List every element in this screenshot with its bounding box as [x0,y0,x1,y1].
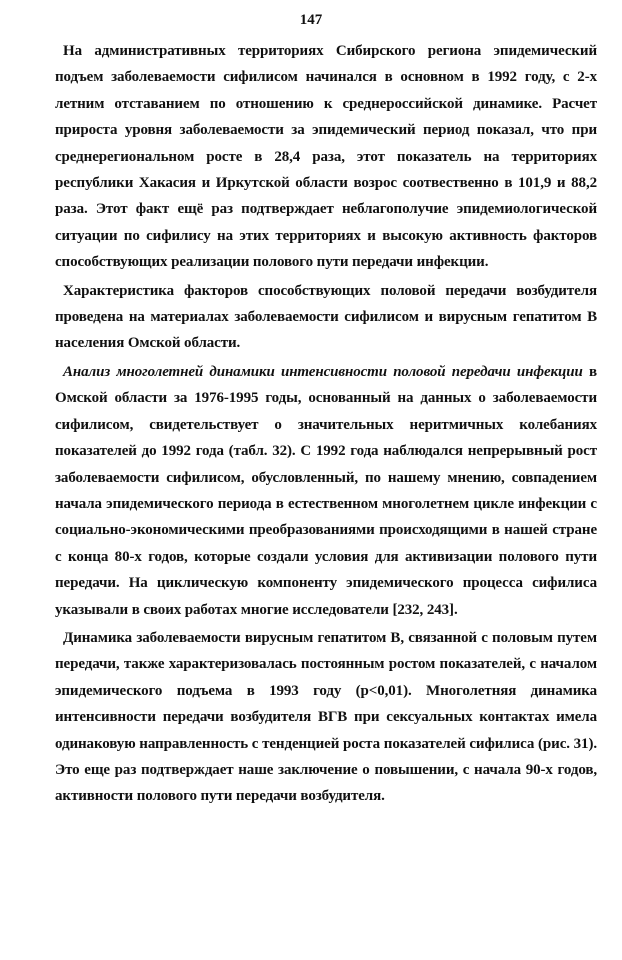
page-number: 147 [299,12,323,28]
paragraph-omsk-analysis [55,359,597,623]
paragraph-siberian-region: На административных территориях Сибирского региона эпидемический подъем заболеваемости сифилисом начинался в основном в 1992 году, с 2-х летним отставанием по отношению к среднероссийской динамике. Расчет прироста уровня заболеваемости за эпидемический период показал, что при среднерегиональном росте в 28,4 раза, этот показатель на территориях республики Хакасия и Иркутской области возрос соотвественно в 101,9 и 88,2 раза. Этот факт ещё раз подтверждает неблагополучие эпидемиологической ситуации по сифилису на этих территориях и высокую активность факторов способствующих реализации полового пути передачи инфекции. [55,43,597,271]
body-text [55,38,597,810]
paragraph-factors-characteristics: Характеристика факторов способствующих половой передачи возбудителя проведена на материалах заболеваемости сифилисом и вирусным гепатитом В населения Омской области. [55,282,597,352]
paragraph-hepatitis-dynamics: Динамика заболеваемости вирусным гепатитом В, связанной с половым путем передачи, также характеризовалась постоянным ростом показателей, с началом эпидемического подъема в 1993 году (р<0,01). Многолетняя динамика интенсивности передачи возбудителя ВГВ при сексуальных контактах имела одинаковую направленность с тенденцией роста показателей сифилиса (рис. 31). Это еще раз подтверждает наше заключение о повышении, с начала 90-х годов, активности полового пути передачи возбудителя. [55,629,597,805]
paragraph-omsk-analysis-text: в Омской области за 1976-1995 годы, основанный на данных о заболеваемости сифилисом, свидетельствует о значительных неритмичных колебаниях показателей до 1992 года (табл. 32). С 1992 года наблюдался непрерывный рост заболеваемости сифилисом, обусловленный, по нашему мнению, совпадением начала эпидемического периода в естественном многолетнем цикле инфекции с социально-экономическими преобразованиями происходящими в нашей стране с конца 80-х годов, которые создали условия для активизации полового пути передачи. На циклическую компоненту эпидемического процесса сифилиса указывали в своих работах многие исследователи [232, 243]. [55,363,597,618]
italic-analysis-phrase: Анализ многолетней динамики интенсивности половой передачи инфекции [63,363,583,380]
